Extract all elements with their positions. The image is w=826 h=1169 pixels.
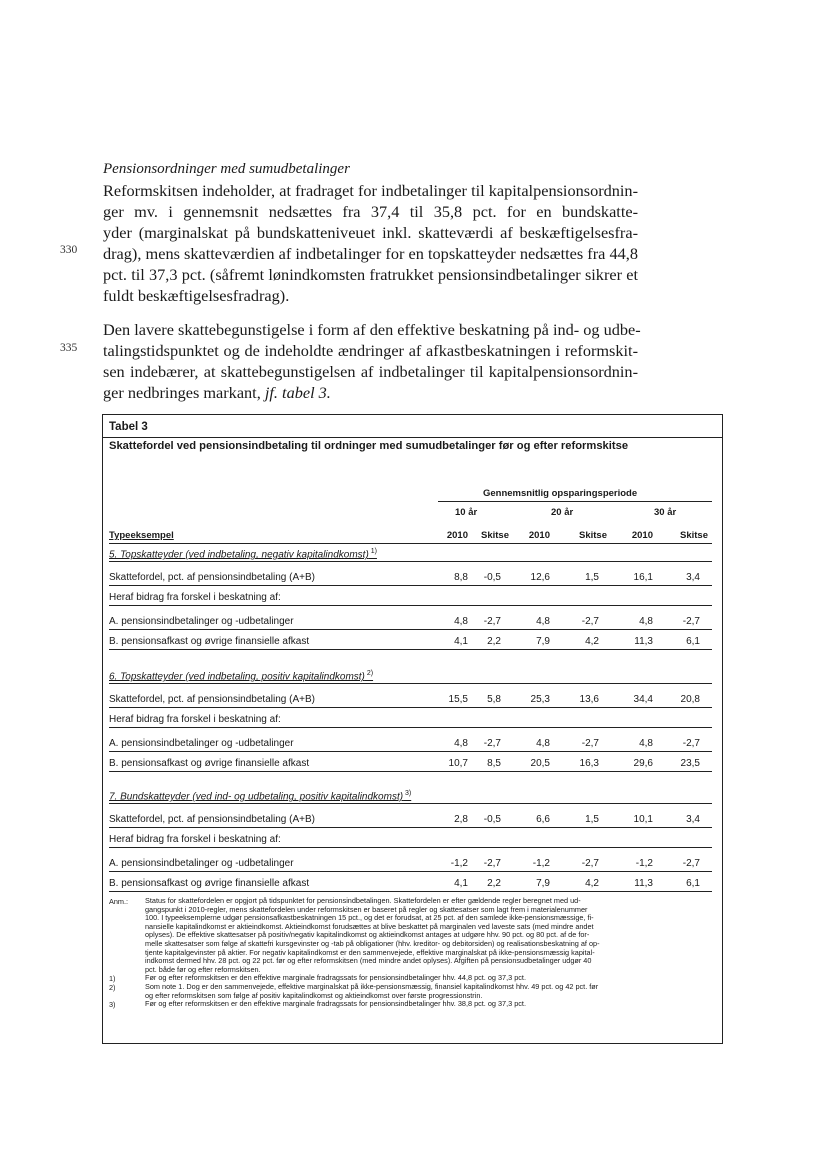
table-cell: -2,7: [581, 858, 599, 869]
column-header: Skitse: [579, 530, 607, 541]
table-cell: -1,2: [450, 858, 468, 869]
note-label: Anm.:: [109, 897, 129, 906]
table-cell: -2,7: [581, 616, 599, 627]
text-line: yder (marginalskat på bundskatteniveuet inkl. skatteværdi af beskæftigelsesfra-: [103, 223, 638, 242]
table-cell: 1,5: [585, 814, 599, 825]
table-cell: -2,7: [581, 738, 599, 749]
row-divider: [109, 871, 712, 872]
row-label: B. pensionsafkast og øvrige finansielle afkast: [109, 878, 310, 889]
divider: [109, 543, 712, 544]
table-cell: 8,8: [454, 572, 468, 583]
table-cell: 3,4: [686, 572, 700, 583]
table-cell: 13,6: [579, 694, 599, 705]
section-title: 7. Bundskatteyder (ved ind- og udbetaling, positiv kapitalindkomst) $^{3)}$: [109, 790, 412, 803]
row-divider: [109, 629, 712, 630]
note-text: og efter reformskitsen som følge af positiv kapitalindkomst og aktieindkomst over første progressionstrin.: [145, 990, 483, 1000]
line-number: 335: [60, 342, 78, 354]
section-divider: [109, 683, 712, 684]
note-text: melle skattesatser som følge af skattefri kursgevinster og -tab på obligationer (hhv. kreditor- og debitorsiden) og realisationsbeskatning af op-: [145, 939, 600, 948]
table-cell: 4,8: [639, 738, 653, 749]
table-cell: 20,5: [530, 758, 550, 769]
table-cell: 6,1: [686, 636, 700, 647]
table-cell: 3,4: [686, 814, 700, 825]
divider: [102, 437, 723, 438]
table-cell: -2,7: [483, 616, 501, 627]
note-label: 3): [109, 1000, 116, 1010]
group-header: Gennemsnitlig opsparingsperiode: [483, 488, 638, 499]
note-text: Før og efter reformskitsen er den effektive marginale fradragssats for pensionsindbetalinger hhv. 44,8 pct. og 37,3 pct.: [145, 973, 526, 983]
table-cell: 23,5: [680, 758, 700, 769]
note-text: Som note 1. Dog er den sammenvejede, effektive marginalskat på ikke-pensionsmæssig, finansiel kapitalindkomst hhv. 49 pct. og 42 pct. før: [145, 982, 599, 991]
row-label: Skattefordel, pct. af pensionsindbetaling (A+B): [109, 694, 315, 705]
table-cell: 20,8: [680, 694, 700, 705]
table-cell: -1,2: [532, 858, 550, 869]
table-cell: 4,8: [454, 616, 468, 627]
note-text: Før og efter reformskitsen er den effektive marginale fradragssats for pensionsindbetalinger hhv. 38,8 pct. og 37,3 pct.: [145, 999, 526, 1009]
table-cell: 4,8: [536, 738, 550, 749]
table-cell: 1,5: [585, 572, 599, 583]
row-label: B. pensionsafkast og øvrige finansielle afkast: [109, 636, 310, 647]
table-cell: 4,1: [454, 636, 468, 647]
section-divider: [109, 803, 712, 804]
table-cell: 12,6: [530, 572, 550, 583]
table-cell: 34,4: [633, 694, 653, 705]
table-cell: 7,9: [536, 878, 550, 889]
table-title: Skattefordel ved pensionsindbetaling til ordninger med sumudbetalinger før og efter reformskitse: [109, 440, 629, 452]
table-cell: 4,2: [585, 878, 599, 889]
period-header: 10 år: [455, 507, 478, 518]
table-cell: 15,5: [448, 694, 468, 705]
table-cell: 2,2: [487, 878, 501, 889]
row-divider: [109, 649, 712, 650]
note-text: oplyses). De effektive skattesatser på positiv/negativ kapitalindkomst og aktieindkomst antages at udgøre hhv. 90 pct. og 80 pct. af de for-: [145, 930, 590, 940]
table-cell: -1,2: [635, 858, 653, 869]
divider: [438, 501, 712, 502]
table-cell: -2,7: [682, 738, 700, 749]
table-cell: -0,5: [483, 572, 501, 583]
note-label: 2): [109, 983, 116, 992]
text-line: Reformskitsen indeholder, at fradraget for indbetalinger til kapitalpensionsordnin-: [103, 181, 638, 200]
row-label: A. pensionsindbetalinger og -udbetalinger: [109, 616, 294, 627]
table-cell: -2,7: [682, 858, 700, 869]
table-cell: 2,8: [454, 814, 468, 825]
text-line: talingstidspunktet og de indeholdte ændringer af afkastbeskatningen i reformskit-: [103, 341, 638, 360]
table-cell: 6,1: [686, 878, 700, 889]
table-cell: 29,6: [633, 758, 653, 769]
row-divider: [109, 605, 712, 606]
note-ref: 2): [364, 670, 374, 677]
row-label: A. pensionsindbetalinger og -udbetalinger: [109, 858, 294, 869]
table-cell: 7,9: [536, 636, 550, 647]
note-text: nansielle kapitalindkomst er aktieindkomst. Aktieindkomst forudsættes at blive beskattet på marginalen ved laveste sats (med mindre andet: [145, 921, 594, 931]
text-line: sen indebærer, at skattebegunstigelsen af indbetalinger til kapitalpensionsordnin-: [103, 362, 638, 381]
row-divider: [109, 751, 712, 752]
row-divider: [109, 727, 712, 728]
row-label: Heraf bidrag fra forskel i beskatning af:: [109, 714, 281, 725]
note-ref: 3): [403, 790, 412, 797]
line-number: 330: [60, 244, 78, 256]
row-header: Typeeksempel: [109, 530, 174, 541]
row-label: Skattefordel, pct. af pensionsindbetaling (A+B): [109, 814, 315, 825]
table-cell: 16,3: [579, 758, 599, 769]
table-cell: 5,8: [487, 694, 501, 705]
table-cell: -2,7: [682, 616, 700, 627]
row-divider: [109, 891, 712, 892]
column-header: 2010: [528, 530, 550, 541]
row-divider: [109, 707, 712, 708]
note-text: tjente kapitalgevinster på aktier. For negativ kapitalindkomst er den sammenvejede, effektive marginalskat på ikke-pensionsmæssig kapital-: [145, 947, 595, 957]
text-line: drag), mens skatteværdien af indbetalinger for en topskatteyder nedsættes fra 44,8: [103, 244, 638, 263]
table-cell: 25,3: [530, 694, 550, 705]
table-cell: 11,3: [634, 878, 653, 889]
table-cell: 11,3: [634, 636, 653, 647]
table-cell: 4,8: [536, 616, 550, 627]
row-divider: [109, 585, 712, 586]
row-label: B. pensionsafkast og øvrige finansielle afkast: [109, 758, 310, 769]
column-header: 2010: [631, 530, 653, 541]
row-divider: [109, 771, 712, 772]
note-ref: 1): [368, 548, 377, 555]
text-line: pct. til 37,3 pct. (såfremt lønindkomsten fratrukket pensionsindbetalinger sikrer et: [103, 265, 638, 284]
table-cell: 4,1: [454, 878, 468, 889]
table-cell: 8,5: [487, 758, 501, 769]
note-text: Status for skattefordelen er opgjort på tidspunktet for pensionsindbetalingen. Skattefordelen er efter gældende regler beregnet med ud-: [145, 896, 581, 905]
column-header: 2010: [446, 530, 468, 541]
section-title: 5. Topskatteyder (ved indbetaling, negativ kapitalindkomst) $^{1)}$: [109, 548, 377, 561]
table-cell: -0,5: [483, 814, 501, 825]
table-cell: 16,1: [633, 572, 653, 583]
row-label: Heraf bidrag fra forskel i beskatning af:: [109, 592, 281, 603]
table-cell: 4,2: [585, 636, 599, 647]
paragraph-2: [103, 319, 641, 403]
note-text: pct. både før og efter reformskitsen.: [145, 964, 261, 974]
period-header: 30 år: [654, 507, 677, 518]
table-cell: 4,8: [639, 616, 653, 627]
row-divider: [109, 827, 712, 828]
table-cell: 4,8: [454, 738, 468, 749]
period-header: 20 år: [551, 507, 574, 518]
section-divider: [109, 561, 712, 562]
row-divider: [109, 847, 712, 848]
table-cell: -2,7: [483, 858, 501, 869]
text-line: ger nedbringes markant, jf. tabel 3.: [103, 383, 331, 402]
table-cell: 10,7: [448, 758, 468, 769]
row-label: A. pensionsindbetalinger og -udbetalinger: [109, 738, 294, 749]
text-line: Den lavere skattebegunstigelse i form af den effektive beskatning på ind- og udbe-: [103, 320, 641, 339]
column-header: Skitse: [481, 530, 509, 541]
section-heading: Pensionsordninger med sumudbetalinger: [103, 161, 350, 177]
note-text: gangspunkt i 2010-regler, mens skattefordelen under reformskitsen er baseret på regler og skattesatser som lagt frem i materialenummer: [145, 904, 588, 914]
table-cell: -2,7: [483, 738, 501, 749]
paragraph-1: [103, 180, 638, 306]
text-line: fuldt beskæftigelsesfradrag).: [103, 286, 290, 305]
row-label: Skattefordel, pct. af pensionsindbetaling (A+B): [109, 572, 315, 583]
note-label: 1): [109, 974, 116, 984]
table-cell: 6,6: [536, 814, 550, 825]
note-text: indkomst dermed hhv. 28 pct. og 22 pct. før og efter reformskitsen (med mindre andet oplyses). Afgiften på pensionsudbetalinger udgør 40: [145, 956, 592, 966]
note-text: 100. I typeeksemplerne udgør pensionsafkastbeskatningen 15 pct., og det er forudsat, at 25 pct. af den samlede ikke-pensionsmæssige, fi-: [145, 913, 594, 923]
table-cell: 10,1: [633, 814, 653, 825]
table-label: Tabel 3: [109, 421, 148, 433]
text-line: ger mv. i gennemsnit nedsættes fra 37,4 til 35,8 pct. for en bundskatte-: [103, 202, 638, 221]
section-title: 6. Topskatteyder (ved indbetaling, positiv kapitalindkomst) $^{2)}$: [109, 670, 374, 683]
row-label: Heraf bidrag fra forskel i beskatning af:: [109, 834, 281, 845]
column-header: Skitse: [680, 530, 708, 541]
table-cell: 2,2: [487, 636, 501, 647]
